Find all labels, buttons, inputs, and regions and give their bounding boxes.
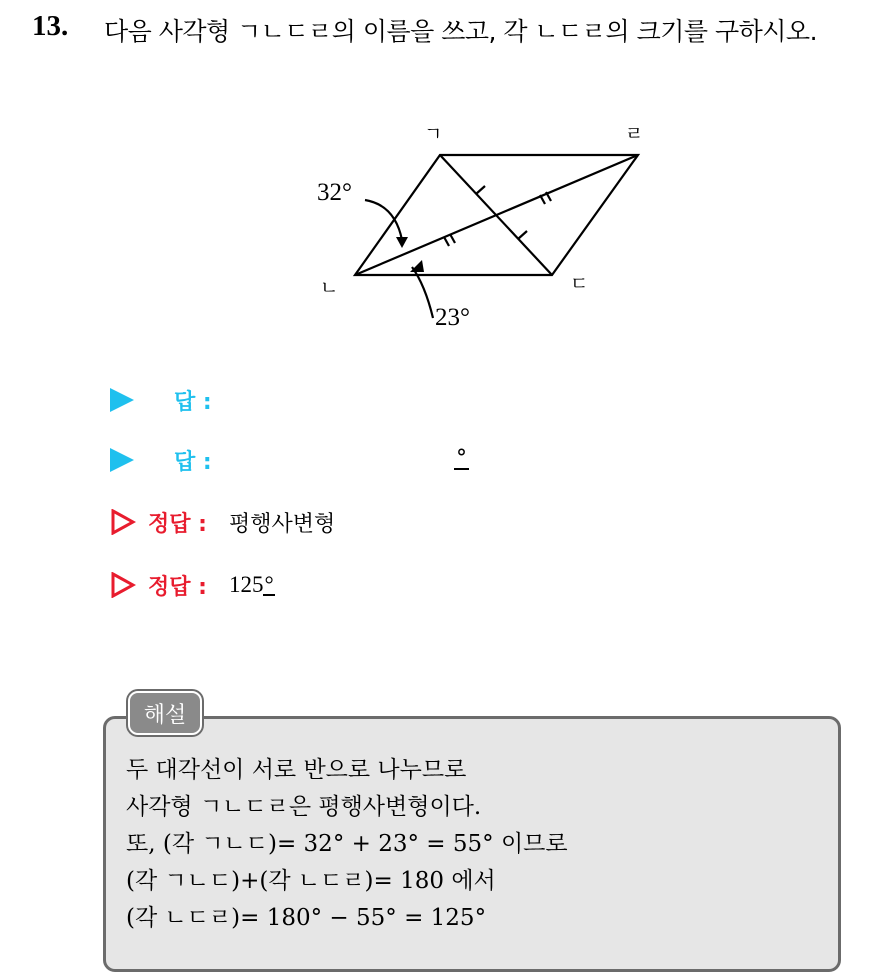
solution-degree-unit: °	[264, 572, 274, 597]
explanation-line: 두 대각선이 서로 반으로 나누므로	[126, 757, 467, 783]
solution-row-1	[110, 505, 335, 539]
explanation-tab: 해설	[128, 691, 202, 735]
vertex-top-left: ㄱ	[424, 123, 443, 145]
answer-marker-icon	[110, 448, 134, 472]
solution-row-2	[110, 568, 275, 602]
answer-degree-unit: °	[456, 446, 467, 471]
parallelogram-figure	[300, 110, 660, 335]
solution-marker-icon	[110, 572, 136, 598]
question-number: 13.	[32, 10, 69, 42]
explanation-line: 또, (각 ㄱㄴㄷ)= 32° + 23° = 55° 이므로	[126, 831, 568, 857]
explanation-line: (각 ㄴㄷㄹ)= 180° − 55° = 125°	[126, 905, 487, 931]
question-text: 다음 사각형 ㄱㄴㄷㄹ의 이름을 쓰고, 각 ㄴㄷㄹ의 크기를 구하시오.	[104, 17, 818, 46]
vertex-bottom-left: ㄴ	[320, 277, 339, 299]
solution-value: 평행사변형	[228, 511, 336, 537]
answer-label: 답 :	[174, 389, 212, 415]
answer-marker-icon	[110, 388, 134, 412]
solution-label: 정답 :	[148, 511, 207, 537]
answer-row-2	[110, 443, 510, 477]
angle-label-upper: 32°	[317, 179, 352, 206]
explanation-line: 사각형 ㄱㄴㄷㄹ은 평행사변형이다.	[126, 794, 482, 820]
solution-value: 125°	[228, 572, 274, 597]
angle-label-lower: 23°	[435, 304, 470, 331]
answer-label: 답 :	[174, 449, 212, 475]
solution-marker-icon	[110, 509, 136, 535]
vertex-bottom-right: ㄷ	[570, 273, 589, 295]
explanation-line: (각 ㄱㄴㄷ)+(각 ㄴㄷㄹ)= 180 에서	[126, 868, 496, 894]
vertex-top-right: ㄹ	[625, 123, 644, 145]
explanation-text	[126, 752, 568, 937]
answer-row-1	[110, 383, 212, 417]
solution-label: 정답 :	[148, 574, 207, 600]
